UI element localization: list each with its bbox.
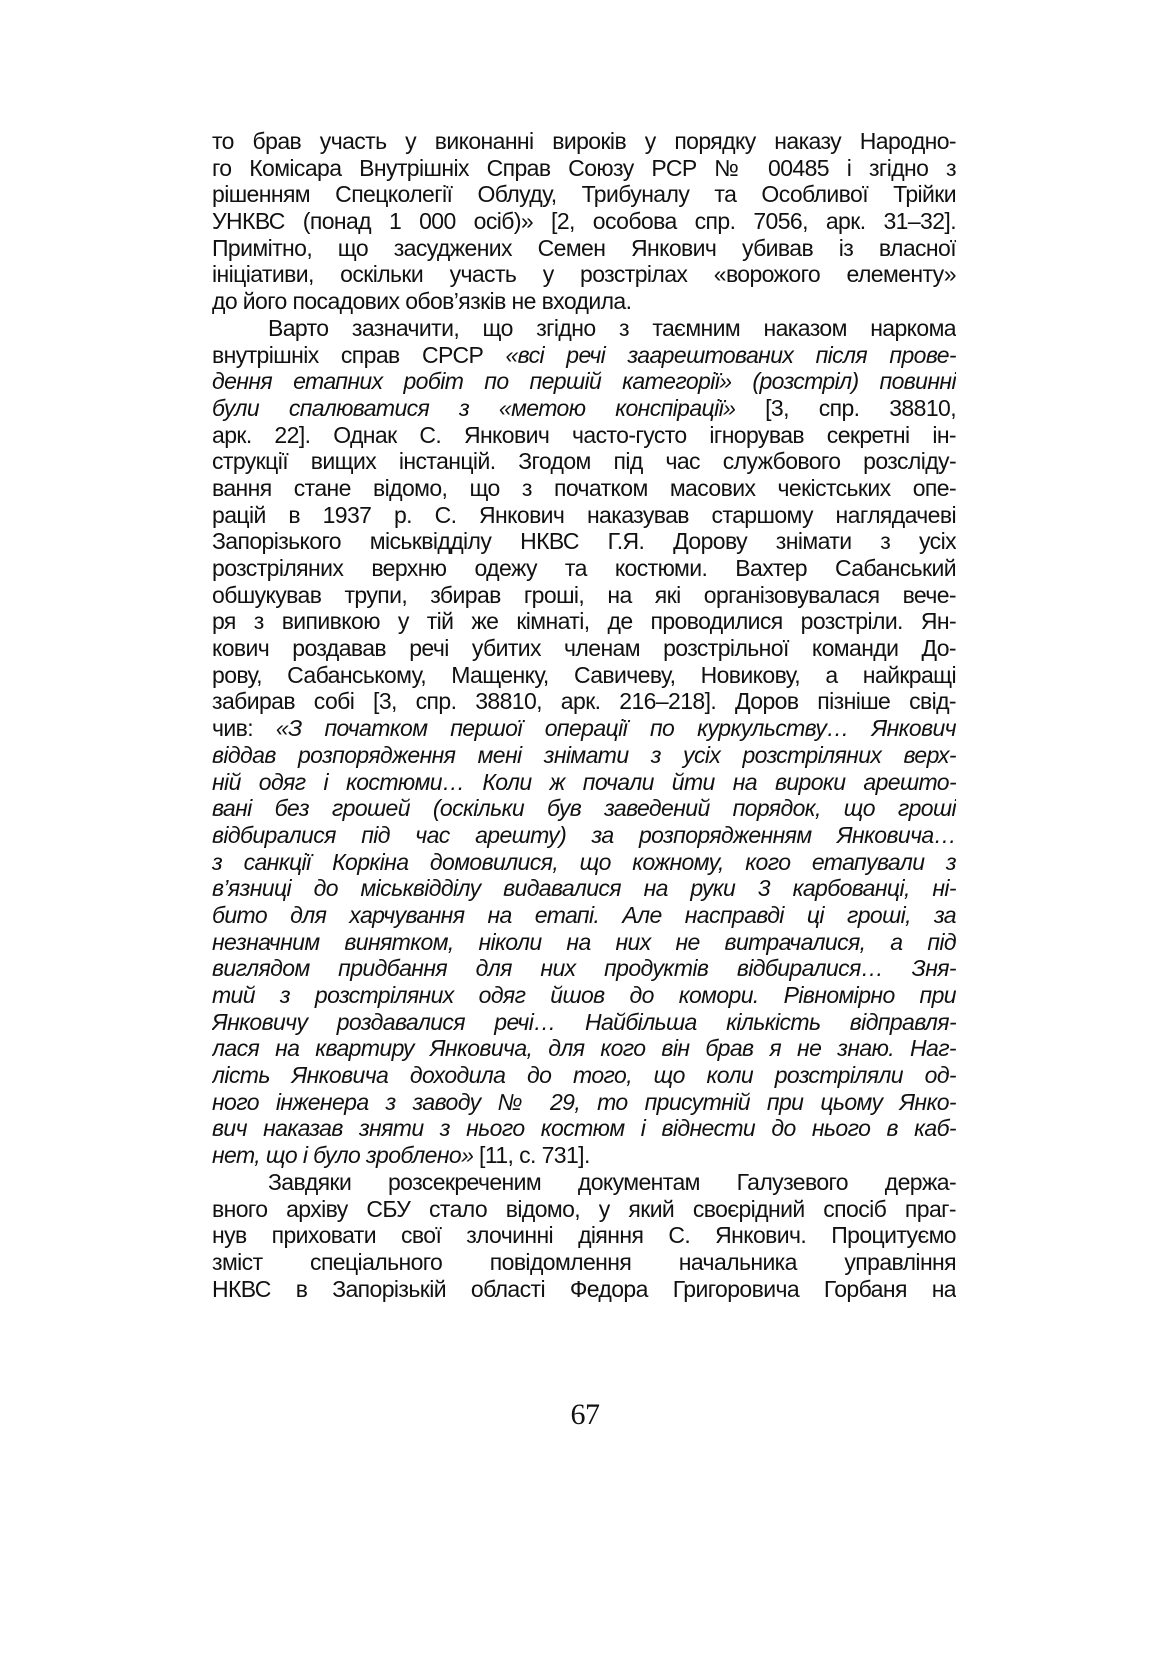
text-line <box>212 635 956 662</box>
text-segment: Запорізького міськвідділу НКВС Г.Я. Дорову знімати з усіх <box>212 528 956 555</box>
text-segment: то брав участь у виконанні вироків у порядку наказу Народно- <box>212 128 956 154</box>
text-segment: до його посадових обов’язків не входила. <box>212 288 632 315</box>
text-line <box>212 208 956 235</box>
text-line <box>212 342 956 369</box>
italic-quote-segment: в’язниці до міськвідділу видавалися на руки 3 карбованці, ні- <box>212 875 956 902</box>
text-line <box>212 448 956 475</box>
text-line <box>212 155 956 182</box>
text-line <box>212 662 956 689</box>
text-segment: забирав собі [3, спр. 38810, арк. 216–218]. Доров пізніше свід- <box>212 688 956 715</box>
italic-quote-segment: дення етапних робіт по першій категорії» (розстріл) повинні <box>212 368 956 395</box>
text-line <box>212 1035 956 1062</box>
italic-quote-segment: «всі речі заарештованих після прове- <box>505 341 956 368</box>
italic-quote-segment: ного інженера з заводу № 29, то присутній при цьому Янко- <box>212 1088 956 1115</box>
italic-quote-segment: нет, що і було зроблено» <box>212 1142 474 1169</box>
text-segment: ініціативи, оскільки участь у розстрілах «ворожого елементу» <box>212 261 956 288</box>
text-line <box>212 1089 956 1116</box>
text-line <box>212 1009 956 1036</box>
text-line <box>212 475 956 502</box>
text-segment: рішенням Спецколегії Облуду, Трибуналу та Особливої Трійки <box>212 181 956 208</box>
text-segment: струкції вищих інстанцій. Згодом під час службового розсліду- <box>212 448 956 475</box>
page-number: 67 <box>570 1398 600 1431</box>
text-line <box>212 902 956 929</box>
text-line <box>212 1196 956 1223</box>
text-segment: Завдяки розсекреченим документам Галузевого держа- <box>268 1168 956 1195</box>
text-segment: внутрішніх справ СРСР <box>212 341 506 368</box>
text-line <box>212 1276 956 1303</box>
text-line <box>212 688 956 715</box>
text-line <box>212 929 956 956</box>
italic-quote-segment: незначним винятком, ніколи на них не витрачалися, а під <box>212 928 956 955</box>
italic-quote-segment: вич наказав зняти з нього костюм і віднести до нього в каб- <box>212 1115 956 1142</box>
text-segment: обшукував трупи, збирав гроші, на які організовувалася вече- <box>212 581 956 608</box>
text-line <box>212 1222 956 1249</box>
text-segment: зміст спеціального повідомлення начальника управління <box>212 1248 956 1275</box>
text-segment: Варто зазначити, що згідно з таємним наказом наркома <box>268 314 956 341</box>
text-line <box>212 181 956 208</box>
text-line <box>212 368 956 395</box>
text-segment: арк. 22]. Однак С. Янкович часто-густо ігнорував секретні ін- <box>212 421 956 448</box>
text-line <box>212 982 956 1009</box>
italic-quote-segment: «З початком першої операції по куркульству… Янкович <box>275 715 956 742</box>
text-line <box>212 422 956 449</box>
text-line <box>212 742 956 769</box>
text-line <box>212 315 956 342</box>
text-line <box>212 502 956 529</box>
text-line <box>212 1115 956 1142</box>
text-line <box>212 235 956 262</box>
body-text <box>212 128 956 1302</box>
text-line <box>212 128 956 155</box>
text-line <box>212 1142 956 1169</box>
text-line <box>212 715 956 742</box>
text-segment: НКВС в Запорізькій області Федора Григоровича Горбаня на <box>212 1275 956 1302</box>
text-segment: вання стане відомо, що з початком масових чекістських опе- <box>212 474 956 501</box>
text-segment: [11, с. 731]. <box>473 1142 590 1169</box>
text-line <box>212 795 956 822</box>
text-line <box>212 955 956 982</box>
italic-quote-segment: виглядом придбання для них продуктів відбиралися… Зня- <box>212 955 956 982</box>
text-line <box>212 395 956 422</box>
italic-quote-segment: з санкції Коркіна домовилися, що кожному, кого етапували з <box>212 848 956 875</box>
italic-quote-segment: віддав розпорядження мені знімати з усіх розстріляних верх- <box>212 741 956 768</box>
text-segment: вного архіву СБУ стало відомо, у який своєрідний спосіб праг- <box>212 1195 956 1222</box>
text-line <box>212 769 956 796</box>
text-segment: го Комісара Внутрішніх Справ Союзу РСР № 00485 і згідно з <box>212 154 956 181</box>
text-line <box>212 822 956 849</box>
italic-quote-segment: відбиралися під час арешту) за розпорядженням Янковича… <box>212 821 956 848</box>
text-line <box>212 608 956 635</box>
text-segment: ря з випивкою у тій же кімнаті, де проводилися розстріли. Ян- <box>212 608 956 635</box>
text-segment: кович роздавав речі убитих членам розстрільної команди До- <box>212 635 956 662</box>
italic-quote-segment: були спалюватися з «метою конспірації» <box>212 394 736 421</box>
text-segment: нув приховати свої злочинні діяння С. Янкович. Процитуємо <box>212 1222 956 1249</box>
text-line <box>212 1169 956 1196</box>
text-line <box>212 555 956 582</box>
text-segment: [3, спр. 38810, <box>735 394 956 421</box>
text-line <box>212 261 956 288</box>
text-line <box>212 1249 956 1276</box>
italic-quote-segment: бито для харчування на етапі. Але насправді ці гроші, за <box>212 901 956 928</box>
text-line <box>212 582 956 609</box>
text-segment: рову, Сабанському, Мащенку, Савичеву, Новикову, а найкращі <box>212 661 956 688</box>
italic-quote-segment: ній одяг і костюми… Коли ж почали йти на вироки арешто- <box>212 768 956 795</box>
text-segment: розстріляних верхню одежу та костюми. Вахтер Сабанський <box>212 555 956 581</box>
italic-quote-segment: лася на квартиру Янковича, для кого він брав я не знаю. Наг- <box>212 1035 956 1062</box>
text-line <box>212 1062 956 1089</box>
text-segment: Примітно, що засуджених Семен Янкович убивав із власної <box>212 234 956 261</box>
text-line <box>212 875 956 902</box>
italic-quote-segment: Янковичу роздавалися речі… Найбільша кількість відправля- <box>212 1008 956 1035</box>
text-line <box>212 849 956 876</box>
italic-quote-segment: вані без грошей (оскільки був заведений порядок, що гроші <box>212 795 956 822</box>
text-segment: рацій в 1937 р. С. Янкович наказував старшому наглядачеві <box>212 501 956 528</box>
text-segment: чив: <box>212 715 276 742</box>
text-line <box>212 528 956 555</box>
text-line <box>212 288 956 315</box>
text-segment: УНКВС (понад 1 000 осіб)» [2, особова спр. 7056, арк. 31–32]. <box>212 208 956 235</box>
italic-quote-segment: тий з розстріляних одяг йшов до комори. Рівномірно при <box>212 982 956 1008</box>
italic-quote-segment: лість Янковича доходила до того, що коли розстріляли од- <box>212 1062 956 1089</box>
